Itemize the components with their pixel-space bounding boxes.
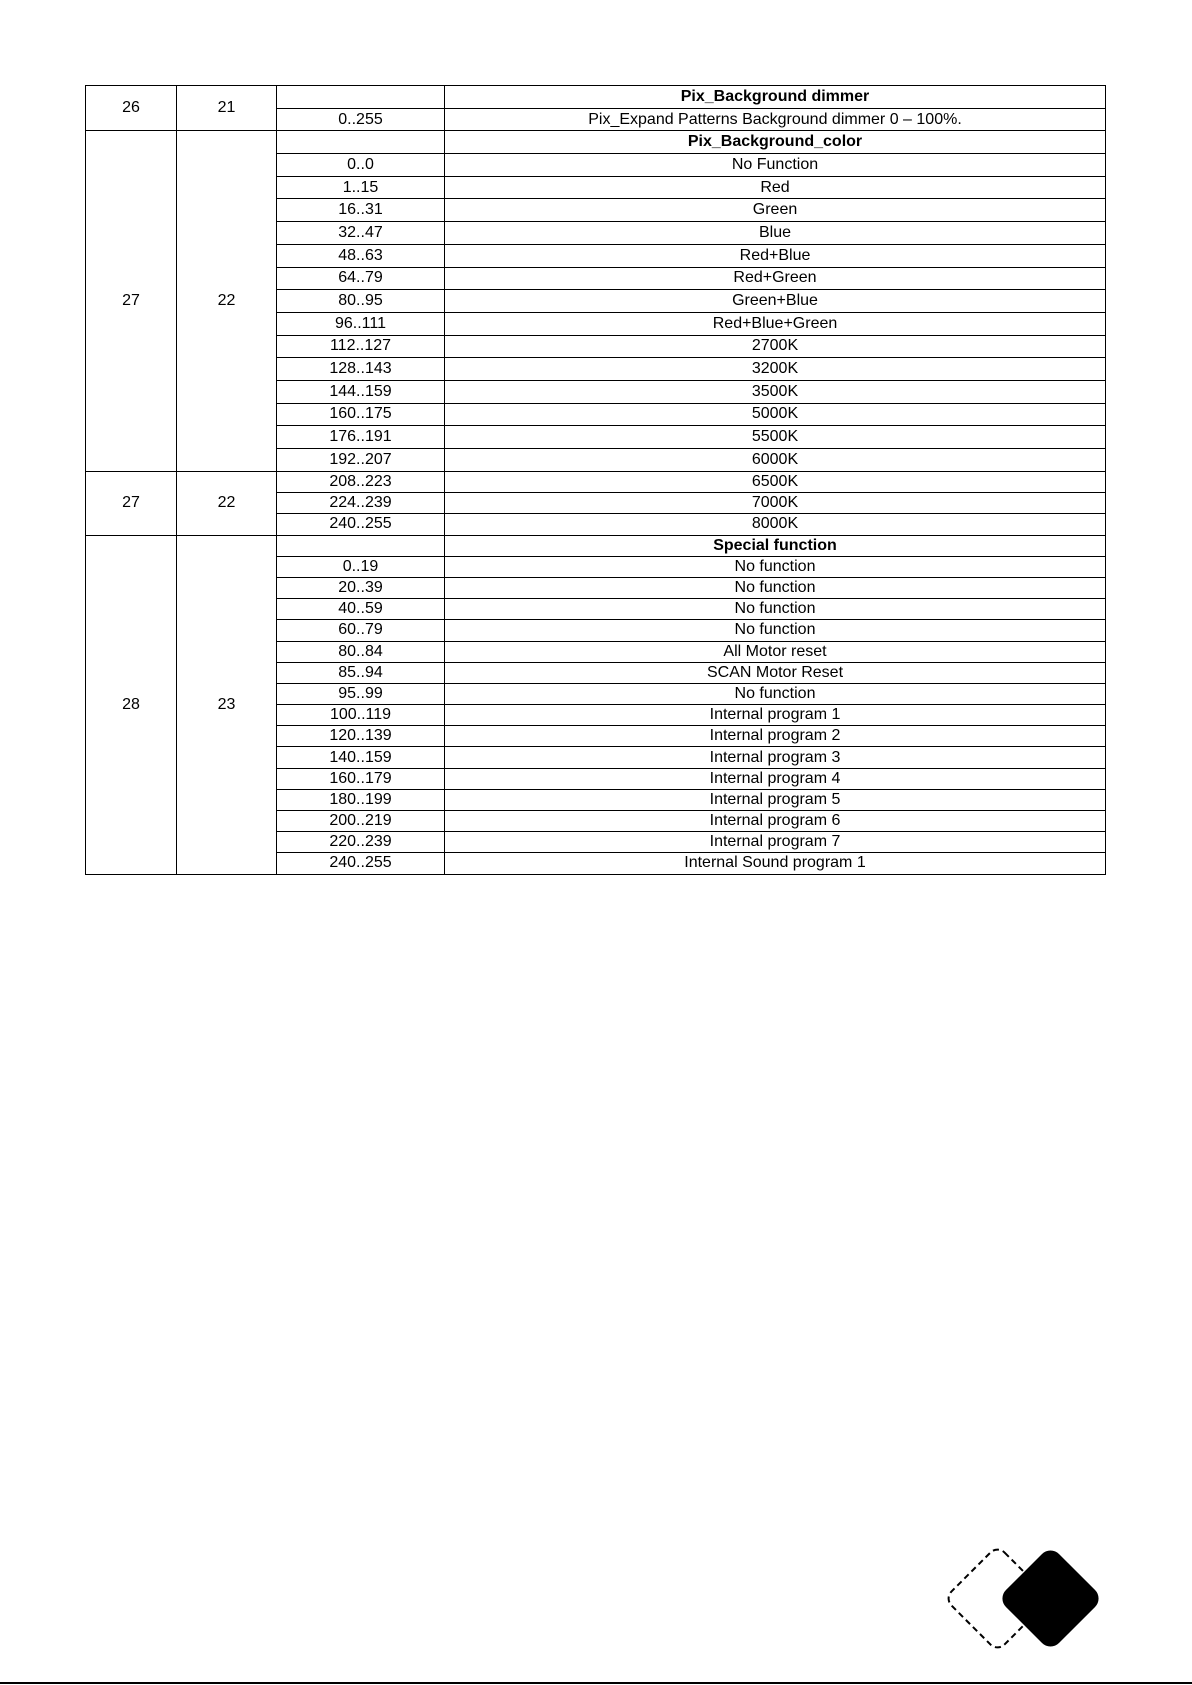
range-cell-empty: [277, 86, 445, 109]
function-description: Green: [445, 199, 1106, 222]
channel-number: 27: [86, 471, 177, 535]
dmx-range: 1..15: [277, 176, 445, 199]
range-cell-empty: [277, 535, 445, 556]
channel-number-alt: 22: [177, 471, 277, 535]
function-description: Green+Blue: [445, 290, 1106, 313]
function-description: Red: [445, 176, 1106, 199]
function-description: No Function: [445, 154, 1106, 177]
dmx-range: 32..47: [277, 222, 445, 245]
function-description: Internal program 6: [445, 811, 1106, 832]
function-description: Internal program 7: [445, 832, 1106, 853]
function-description: SCAN Motor Reset: [445, 662, 1106, 683]
function-description: No function: [445, 556, 1106, 577]
function-description: Internal program 4: [445, 768, 1106, 789]
dmx-range: 240..255: [277, 514, 445, 535]
function-description: Pix_Expand Patterns Background dimmer 0 – 100%.: [445, 108, 1106, 131]
dmx-range: 96..111: [277, 312, 445, 335]
dmx-range: 192..207: [277, 449, 445, 472]
range-cell-empty: [277, 131, 445, 154]
dmx-range: 180..199: [277, 789, 445, 810]
dmx-range: 160..175: [277, 403, 445, 426]
dmx-range: 48..63: [277, 244, 445, 267]
dmx-range: 0..0: [277, 154, 445, 177]
function-description: 5000K: [445, 403, 1106, 426]
function-description: 6500K: [445, 471, 1106, 492]
function-description: 2700K: [445, 335, 1106, 358]
function-description: No function: [445, 683, 1106, 704]
table-row: [86, 471, 1106, 492]
function-description: Internal program 1: [445, 705, 1106, 726]
channel-number-alt: 23: [177, 535, 277, 874]
function-description: Internal Sound program 1: [445, 853, 1106, 874]
function-header: Pix_Background dimmer: [445, 86, 1106, 109]
dmx-range: 20..39: [277, 577, 445, 598]
dmx-range: 140..159: [277, 747, 445, 768]
function-description: Red+Blue+Green: [445, 312, 1106, 335]
function-description: 3500K: [445, 380, 1106, 403]
dmx-range: 80..84: [277, 641, 445, 662]
function-description: No function: [445, 577, 1106, 598]
dmx-range: 112..127: [277, 335, 445, 358]
diamond-logo-icon: [938, 1540, 1160, 1655]
dmx-range: 220..239: [277, 832, 445, 853]
dmx-range: 80..95: [277, 290, 445, 313]
channel-number: 28: [86, 535, 177, 874]
function-header: Special function: [445, 535, 1106, 556]
channel-number-alt: 22: [177, 131, 277, 471]
function-description: 7000K: [445, 492, 1106, 513]
table-header-row: [86, 535, 1106, 556]
function-description: 5500K: [445, 426, 1106, 449]
dmx-range: 0..255: [277, 108, 445, 131]
channel-number-alt: 21: [177, 86, 277, 131]
dmx-range: 160..179: [277, 768, 445, 789]
block-27: [86, 131, 1106, 471]
dmx-range: 100..119: [277, 705, 445, 726]
function-description: Red+Blue: [445, 244, 1106, 267]
dmx-range: 128..143: [277, 358, 445, 381]
dmx-range: 16..31: [277, 199, 445, 222]
table-header-row: [86, 131, 1106, 154]
dmx-range: 200..219: [277, 811, 445, 832]
function-description: 6000K: [445, 449, 1106, 472]
function-description: Blue: [445, 222, 1106, 245]
function-description: Internal program 2: [445, 726, 1106, 747]
function-description: No function: [445, 599, 1106, 620]
dmx-range: 85..94: [277, 662, 445, 683]
function-description: No function: [445, 620, 1106, 641]
dmx-range: 95..99: [277, 683, 445, 704]
dmx-range: 40..59: [277, 599, 445, 620]
dmx-range: 60..79: [277, 620, 445, 641]
function-description: 3200K: [445, 358, 1106, 381]
table-header-row: [86, 86, 1106, 109]
dmx-range: 224..239: [277, 492, 445, 513]
dmx-range: 144..159: [277, 380, 445, 403]
channel-number: 27: [86, 131, 177, 471]
dmx-range: 120..139: [277, 726, 445, 747]
block-27-continued: [86, 471, 1106, 535]
dmx-range: 240..255: [277, 853, 445, 874]
function-description: Internal program 3: [445, 747, 1106, 768]
function-header: Pix_Background_color: [445, 131, 1106, 154]
function-description: All Motor reset: [445, 641, 1106, 662]
block-28: [86, 535, 1106, 874]
channel-number: 26: [86, 86, 177, 131]
function-description: 8000K: [445, 514, 1106, 535]
function-description: Internal program 5: [445, 789, 1106, 810]
dmx-range: 64..79: [277, 267, 445, 290]
footer-rule: [0, 1682, 1192, 1684]
function-description: Red+Green: [445, 267, 1106, 290]
dmx-range: 176..191: [277, 426, 445, 449]
block-26: [86, 86, 1106, 131]
dmx-range: 0..19: [277, 556, 445, 577]
dmx-channel-table: [85, 85, 1106, 875]
dmx-range: 208..223: [277, 471, 445, 492]
